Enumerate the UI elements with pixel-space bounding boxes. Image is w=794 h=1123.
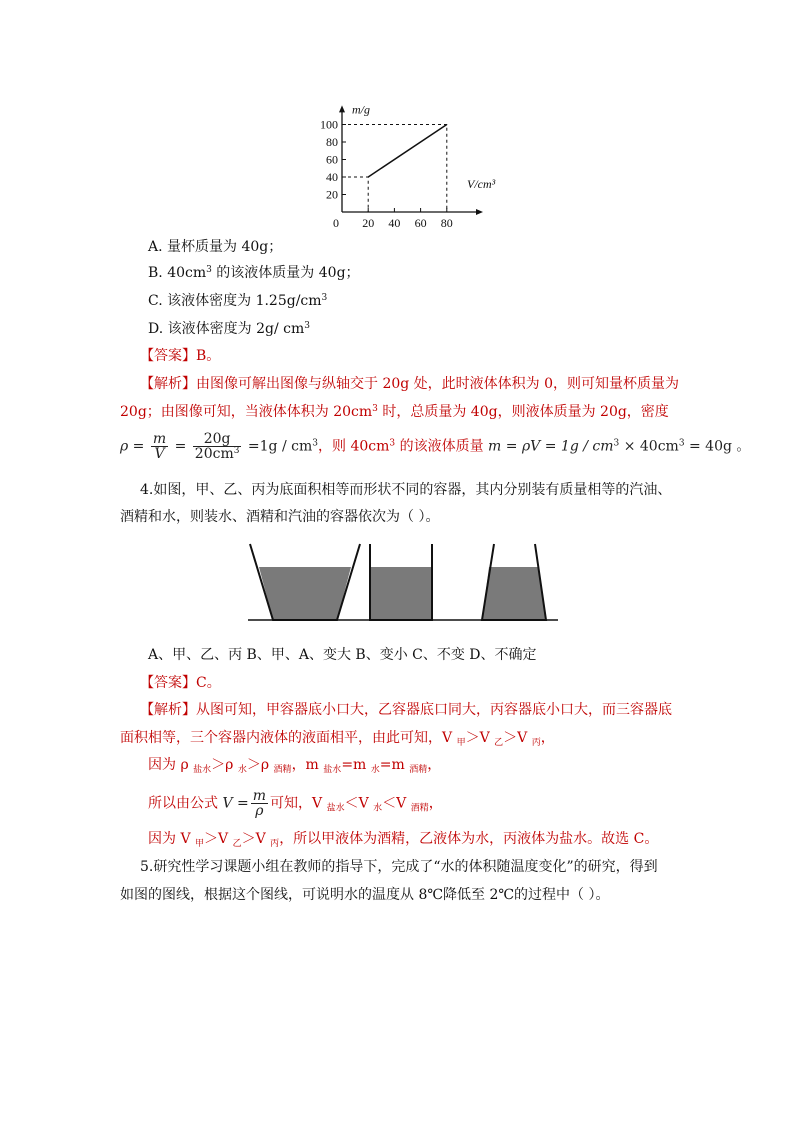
y-axis-arrow [339, 105, 345, 112]
x-tick-label: 60 [414, 216, 427, 230]
q3-analysis-line2: 20g；由图像可知，当液体体积为 $20cm^3$ 时，总质量为 40g，则液体质量为 20g，密度 [120, 404, 669, 420]
option-b: B. $40cm^3$ 的该液体质量为 40g； [148, 265, 360, 281]
y-axis-label: m/g [352, 102, 370, 117]
container-jia [250, 544, 360, 620]
q4-analysis-line2: 面积相等，三个容器内液体的液面相平，由此可知，V $_甲$＞V $_乙$＞V $_丙$， [120, 730, 555, 748]
y-tick-label: 100 [320, 117, 338, 132]
mass-volume-chart [320, 92, 520, 232]
x-tick-label: 20 [362, 216, 375, 230]
q4-analysis-line3: 因为 ρ $_{盐水}$＞ρ $_水$＞ρ $_{酒精}$，m $_{盐水}$=m $_水$=m $_{酒精}$， [148, 757, 442, 775]
q4-analysis-line1: 【解析】从图可知，甲容器底小口大，乙容器底口同大，丙容器底小口大，而三容器底 [140, 702, 672, 718]
container-bing [482, 544, 546, 620]
q4-options: A、甲、乙、丙 B、甲、A、变大 B、变小 C、不变 D、不确定 [148, 647, 537, 663]
q4-answer: 【答案】C。 [140, 675, 221, 691]
q4-stem-line1: 4.如图，甲、乙、丙为底面积相等而形状不同的容器，其内分别装有质量相等的汽油、 [140, 482, 672, 498]
container-yi [370, 544, 432, 620]
data-line [368, 125, 447, 178]
q3-answer: 【答案】B。 [140, 348, 221, 364]
x-tick-label: 40 [388, 216, 401, 230]
y-tick-label: 40 [326, 170, 338, 184]
q4-analysis-line4: 所以由公式 V = $\frac{m}{\rho}$ 可知，V $_{盐水}$＜V $_水$＜V $_{酒精}$， [148, 788, 443, 819]
option-d: D. 该液体密度为 2g/ $cm^3$ [148, 321, 310, 337]
containers-figure [240, 540, 560, 630]
q4-analysis-line5: 因为 V $_甲$＞V $_乙$＞V $_丙$，所以甲液体为酒精，乙液体为水，丙液体为盐水。故选 C。 [148, 831, 659, 849]
q3-analysis-line1: 【解析】由图像可解出图像与纵轴交于 20g 处，此时液体体积为 0，则可知量杯质量为 [140, 376, 680, 392]
x-axis-label: V/cm³ [467, 177, 496, 191]
y-tick-label: 80 [326, 135, 338, 149]
q4-stem-line2: 酒精和水，则装水、酒精和汽油的容器依次为（ ）。 [120, 509, 440, 525]
q5-stem-line1: 5.研究性学习课题小组在教师的指导下，完成了“水的体积随温度变化”的研究，得到 [140, 859, 658, 875]
x-axis-arrow [476, 209, 483, 215]
x-tick-label: 80 [440, 216, 453, 230]
y-tick-label: 60 [326, 152, 338, 167]
dashed-guide [342, 125, 447, 213]
q3-formula: ρ = $\frac{m}{V}$ = $\frac{20g}{20cm^3}$ $=1g / cm^3$，则 $40cm^3$ 的该液体质量 $m = \rho V = 1g / cm^3 \times 40cm^3 = 40g$ 。 [120, 431, 751, 462]
y-tick-label: 20 [326, 187, 338, 202]
option-a: A. 量杯质量为 40g； [148, 239, 283, 255]
x-tick-label: 0 [333, 216, 339, 230]
option-c: C. 该液体密度为 $1.25g/cm^3$ [148, 293, 328, 309]
q5-stem-line2: 如图的图线，根据这个图线，可说明水的温度从 8℃降低至 2℃的过程中（ ）。 [120, 887, 610, 903]
